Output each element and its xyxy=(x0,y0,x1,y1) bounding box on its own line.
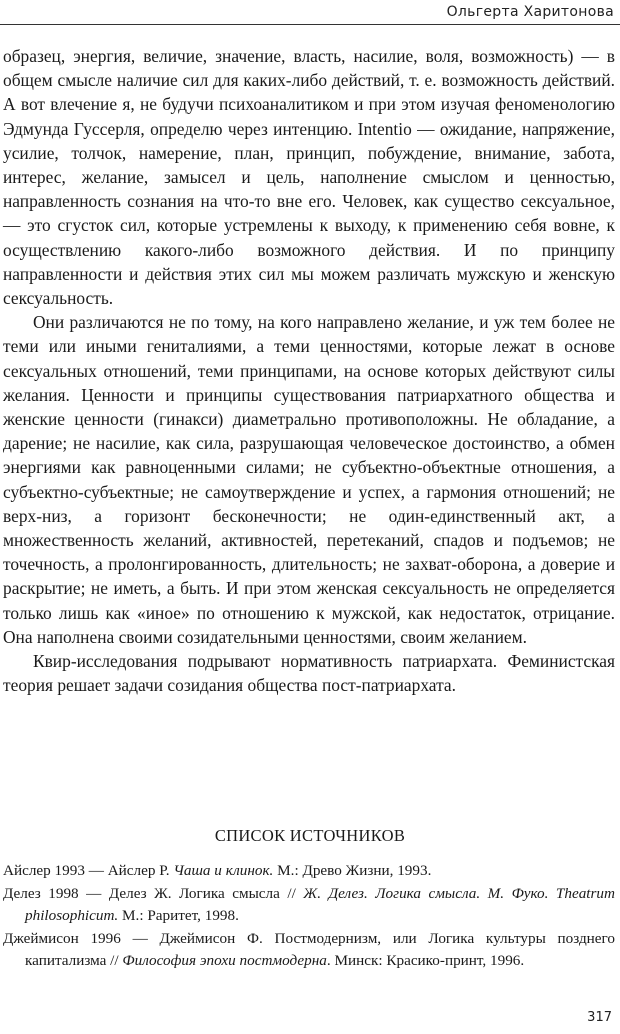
reference-1-post: М.: Древо Жизни, 1993. xyxy=(273,862,432,879)
reference-item-2 xyxy=(3,883,615,928)
paragraph-1: образец, энергия, величие, значение, власть, насилие, воля, возможность) — в общем смысле наличие сил для каких-либо действий, т. е. возможность действий. А вот влечение я, не будучи психоаналитиком и при этом изучая феноменологию Эдмунда Гуссерля, определю через интенцию. Intentio — ожидание, напряжение, усилие, толчок, намерение, план, принцип, побуждение, внимание, забота, интерес, желание, замысел и цель, наполнение смыслом и ценностью, направленность сознания на что-то вне его. Человек, как существо сексуальное, — это сгусток сил, которые устремлены к выходу, к применению себя вовне, к осуществлению какого-либо возможного действия. И по принципу направленности и действия этих сил мы можем различать мужскую и женскую сексуальность. xyxy=(3,46,615,309)
reference-1-pre: Айслер 1993 — Айслер Р. xyxy=(3,862,174,879)
reference-2-pre: Делез 1998 — Делез Ж. Логика смысла // xyxy=(3,884,304,902)
reference-3-post: . Минск: Красико-принт, 1996. xyxy=(326,952,525,969)
paragraph-2: Они различаются не по тому, на кого направлено желание, и уж тем более не теми или иными гениталиями, а теми ценностями, которые лежат в основе сексуальных отношений, теми принципами, на основе которых действуют силы желания. Ценности и принципы существования патриархатного общества и женские ценности (гинакси) диаметрально противоположны. Не обладание, а дарение; не насилие, как сила, разрушающая человеческое достоинство, а обмен энергиями как равноценными силами; не субъектно-объектные отношения, а субъектно-субъектные; не самоутверждение и успех, а гармония отношений; не верх-низ, а горизонт бесконечности; не один-единственный акт, а множественность желаний, активностей, перетеканий, спадов и подъемов; не точечность, а пролонгированность, длительность; не захват-оборона, а доверие и раскрытие; не иметь, а быть. И при этом женская сексуальность не определяется только лишь как «иное» по отношению к мужской, как недостаток, отрицание. Она наполнена своими созидательными ценностями, своим желанием. xyxy=(3,312,615,647)
reference-3-pre: Джеймисон 1996 — Джеймисон Ф. Постмодернизм, или Логика культуры позднего капитализма // xyxy=(3,929,615,969)
running-header-author: Ольгерта Харитонова xyxy=(446,4,614,20)
reference-item-1 xyxy=(3,860,615,883)
reference-2-title: Ж. Делез. Логика смысла. М. Фуко. Theatrum philosophicum. xyxy=(25,884,615,924)
reference-2-post: М.: Раритет, 1998. xyxy=(118,907,239,924)
reference-1-title: Чаша и клинок. xyxy=(173,862,274,879)
paragraph-3: Квир-исследования подрывают нормативность патриархата. Феминистская теория решает задачи созидания общества пост-патриархата. xyxy=(3,651,615,696)
reference-list xyxy=(3,860,615,973)
sources-heading: СПИСОК ИСТОЧНИКОВ xyxy=(214,826,406,845)
reference-item-3 xyxy=(3,928,615,973)
running-header xyxy=(0,0,620,25)
page-number: 317 xyxy=(587,1010,612,1025)
body-text xyxy=(3,44,615,697)
reference-3-title: Философия эпохи постмодерна xyxy=(122,952,327,969)
